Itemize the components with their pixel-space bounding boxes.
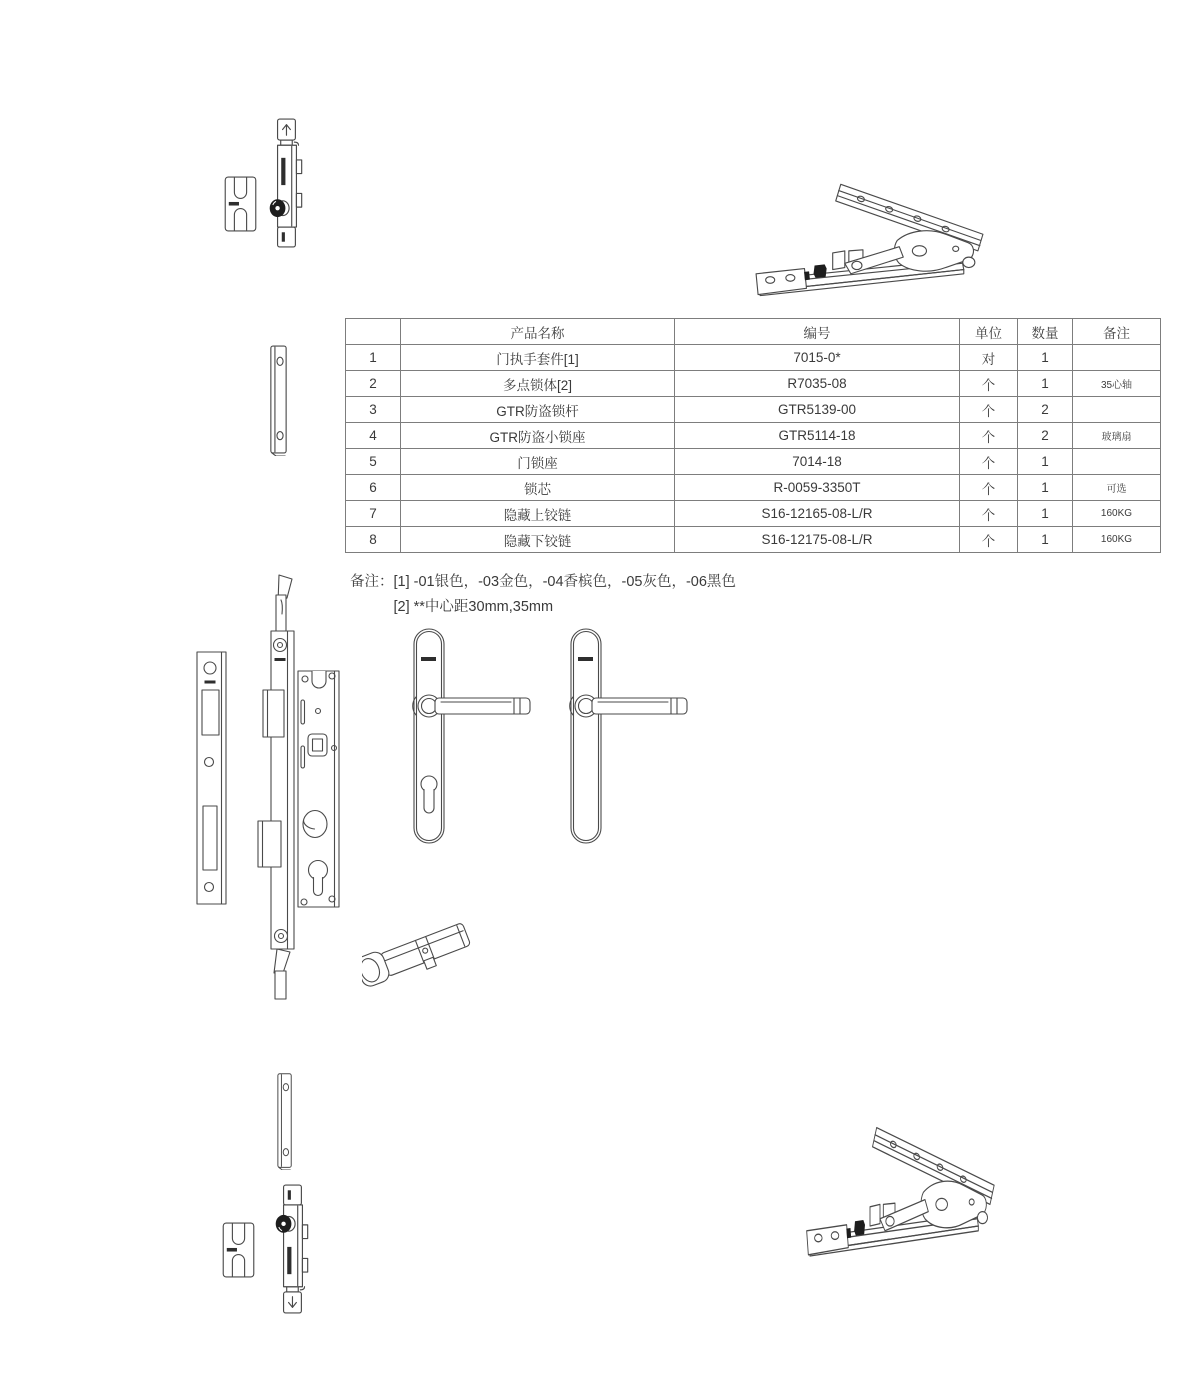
strike-plate-icon: [264, 344, 294, 456]
column-header: 单位: [960, 319, 1018, 345]
table-row: [346, 397, 1161, 423]
cell-note: 160KG: [1073, 501, 1161, 527]
cell-index: 5: [346, 449, 401, 475]
cell-code: S16-12175-08-L/R: [675, 527, 960, 553]
parts-table-body: [346, 345, 1161, 553]
anti-theft-lock-seat-bottom-drawing: [222, 1222, 255, 1278]
multi-point-lock-body-assembly-drawing: [194, 574, 346, 1010]
anti-theft-lock-rod-top-drawing: [266, 118, 308, 248]
lock-seat-bracket-icon: [224, 176, 257, 232]
cell-qty: 2: [1018, 423, 1073, 449]
cell-unit: 个: [960, 501, 1018, 527]
cell-product-name: GTR防盗小锁座: [401, 423, 675, 449]
cell-index: 8: [346, 527, 401, 553]
cylinder-icon: [362, 906, 482, 1006]
cell-note: 160KG: [1073, 527, 1161, 553]
table-row: [346, 371, 1161, 397]
cell-note: [1073, 449, 1161, 475]
column-header: [346, 319, 401, 345]
cell-note: 玻璃扇: [1073, 423, 1161, 449]
cell-code: R-0059-3350T: [675, 475, 960, 501]
cell-code: R7035-08: [675, 371, 960, 397]
concealed-upper-hinge-drawing: [748, 176, 990, 306]
door-handle-plain-drawing: [565, 627, 700, 847]
anti-theft-lock-rod-bottom-drawing: [272, 1184, 314, 1314]
cell-unit: 个: [960, 527, 1018, 553]
cell-index: 6: [346, 475, 401, 501]
table-row: [346, 527, 1161, 553]
cell-index: 3: [346, 397, 401, 423]
lock-body-icon: [194, 574, 346, 1010]
lock-rod-icon: [272, 1184, 314, 1314]
column-header: 产品名称: [401, 319, 675, 345]
door-handle-icon: [408, 627, 543, 847]
lock-seat-bracket-icon: [222, 1222, 255, 1278]
parts-table-header-row: [346, 319, 1161, 345]
cell-qty: 1: [1018, 501, 1073, 527]
cell-index: 4: [346, 423, 401, 449]
concealed-lower-hinge-drawing: [800, 1118, 1000, 1268]
hinge-icon: [748, 176, 990, 306]
remarks-block: [350, 570, 736, 620]
cell-product-name: 隐藏下铰链: [401, 527, 675, 553]
hinge-icon: [800, 1118, 1000, 1268]
cell-unit: 个: [960, 475, 1018, 501]
table-row: [346, 475, 1161, 501]
cell-note: 35心轴: [1073, 371, 1161, 397]
cell-unit: 个: [960, 423, 1018, 449]
anti-theft-lock-seat-top-drawing: [224, 176, 257, 232]
cell-unit: 对: [960, 345, 1018, 371]
remark-line: [1] -01银色，-03金色，-04香槟色，-05灰色，-06黑色: [393, 574, 736, 590]
door-lock-seat-plate-drawing: [264, 344, 294, 456]
cell-note: [1073, 345, 1161, 371]
cell-index: 1: [346, 345, 401, 371]
parts-table-head: [346, 319, 1161, 345]
cell-product-name: 门锁座: [401, 449, 675, 475]
strike-plate-icon: [272, 1072, 298, 1170]
door-handle-icon: [565, 627, 700, 847]
lock-cylinder-drawing: [362, 906, 482, 1006]
column-header: 数量: [1018, 319, 1073, 345]
table-row: [346, 345, 1161, 371]
cell-product-name: 门执手套件[1]: [401, 345, 675, 371]
cell-index: 2: [346, 371, 401, 397]
column-header: 编号: [675, 319, 960, 345]
cell-code: S16-12165-08-L/R: [675, 501, 960, 527]
cell-code: 7015-0*: [675, 345, 960, 371]
cell-unit: 个: [960, 449, 1018, 475]
cell-qty: 1: [1018, 527, 1073, 553]
cell-product-name: 多点锁体[2]: [401, 371, 675, 397]
cell-code: GTR5139-00: [675, 397, 960, 423]
cell-qty: 1: [1018, 449, 1073, 475]
cell-unit: 个: [960, 397, 1018, 423]
column-header: 备注: [1073, 319, 1161, 345]
cell-product-name: GTR防盗锁杆: [401, 397, 675, 423]
cell-qty: 2: [1018, 397, 1073, 423]
remarks-lines: [394, 570, 736, 620]
cell-qty: 1: [1018, 345, 1073, 371]
lock-rod-icon: [266, 118, 308, 248]
remarks-label: 备注：: [350, 574, 394, 590]
cell-code: GTR5114-18: [675, 423, 960, 449]
cell-unit: 个: [960, 371, 1018, 397]
cell-index: 7: [346, 501, 401, 527]
cell-product-name: 隐藏上铰链: [401, 501, 675, 527]
cell-note: [1073, 397, 1161, 423]
table-row: [346, 501, 1161, 527]
table-row: [346, 449, 1161, 475]
remark-line: [2] **中心距30mm,35mm: [393, 599, 554, 615]
table-row: [346, 423, 1161, 449]
cell-qty: 1: [1018, 475, 1073, 501]
parts-table: [345, 318, 1161, 553]
cell-note: 可选: [1073, 475, 1161, 501]
door-handle-with-cylinder-hole-drawing: [408, 627, 543, 847]
lock-seat-plate-bottom-drawing: [272, 1072, 298, 1170]
cell-qty: 1: [1018, 371, 1073, 397]
cell-product-name: 锁芯: [401, 475, 675, 501]
cell-code: 7014-18: [675, 449, 960, 475]
